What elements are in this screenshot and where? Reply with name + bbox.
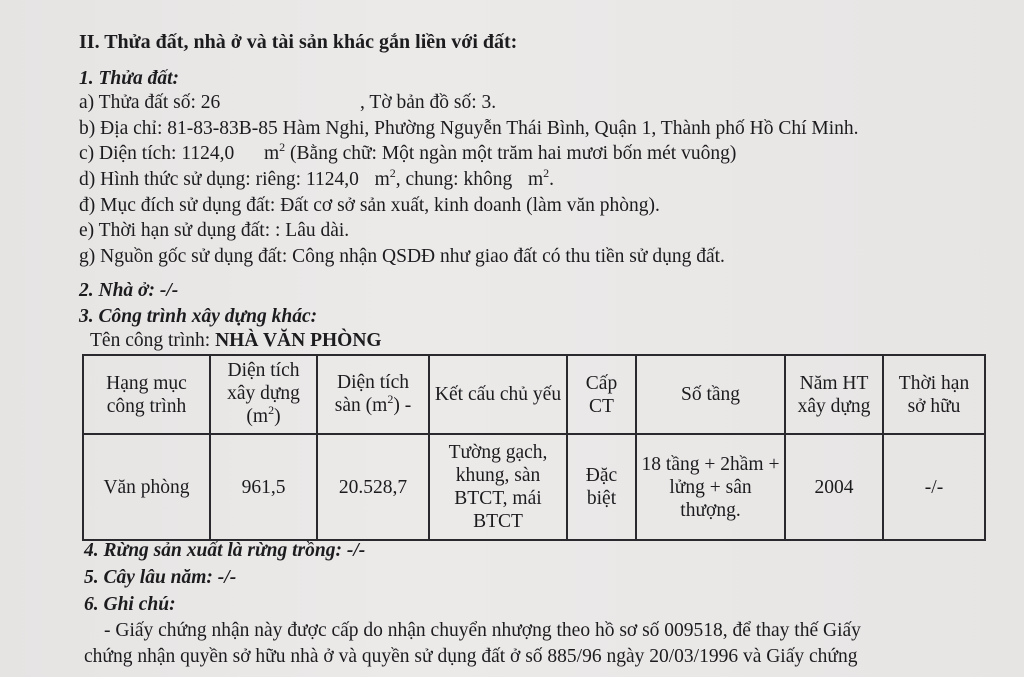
land-heading: 1. Thửa đất: (79, 68, 179, 89)
notes-heading: 6. Ghi chú: (84, 594, 176, 615)
cell-grade: Đặc biệt (567, 434, 636, 540)
use-form-sup2: 2 (543, 166, 550, 180)
land-use-form-line (79, 166, 555, 192)
house-heading: 2. Nhà ở: -/- (79, 280, 179, 301)
works-table (82, 354, 986, 541)
use-form-shared: , chung: không (395, 169, 513, 190)
use-form-label: d) Hình thức sử dụng: riêng: 1124,0 (79, 169, 359, 190)
cell-ownership-term: -/- (883, 434, 985, 540)
th-year: Năm HT xây dựng (785, 355, 883, 434)
land-address: b) Địa chỉ: 81-83-83B-85 Hàm Nghi, Phường Nguyễn Thái Bình, Quận 1, Thành phố Hồ Chí Minh. (79, 118, 859, 139)
section-title: II. Thửa đất, nhà ở và tài sản khác gắn liền với đất: (79, 31, 518, 53)
forest-heading: 4. Rừng sản xuất là rừng trồng: -/- (84, 540, 366, 561)
cell-floors: 18 tầng + 2hầm + lửng + sân thượng. (636, 434, 785, 540)
land-purpose: đ) Mục đích sử dụng đất: Đất cơ sở sản xuất, kinh doanh (làm văn phòng). (79, 195, 660, 216)
land-parcel-line (79, 92, 496, 114)
work-name-value: NHÀ VĂN PHÒNG (215, 330, 382, 351)
use-form-sup1: 2 (389, 166, 396, 180)
map-sheet: , Tờ bản đồ số: 3. (360, 92, 497, 113)
area-in-words: (Bằng chữ: Một ngàn một trăm hai mươi bốn mét vuông) (290, 143, 737, 164)
use-form-end: . (549, 169, 555, 190)
cell-structure: Tường gạch, khung, sàn BTCT, mái BTCT (429, 434, 567, 540)
th-floors: Số tầng (636, 355, 785, 434)
area-unit-sup: 2 (279, 140, 286, 154)
land-origin: g) Nguồn gốc sử dụng đất: Công nhận QSDĐ như giao đất có thu tiền sử dụng đất. (79, 246, 725, 267)
cell-year: 2004 (785, 434, 883, 540)
land-area-line (79, 140, 737, 166)
note-line-2: chứng nhận quyền sở hữu nhà ở và quyền sử dụng đất ở số 885/96 ngày 20/03/1996 và Giấy chứng (84, 646, 858, 667)
note-line-1: - Giấy chứng nhận này được cấp do nhận chuyển nhượng theo hồ sơ số 009518, để thay thế Giấy (104, 620, 861, 641)
area-unit: m (264, 143, 280, 164)
cell-category: Văn phòng (83, 434, 210, 540)
th-floor-area: Diện tích sàn $(m^2)$ - (317, 355, 429, 434)
land-term: e) Thời hạn sử dụng đất: : Lâu dài. (79, 220, 350, 241)
parcel-number: 26 (200, 92, 221, 113)
parcel-label: a) Thửa đất số: (79, 92, 196, 113)
table-row (83, 434, 985, 540)
use-form-unit1: m (374, 169, 390, 190)
perennial-trees-heading: 5. Cây lâu năm: -/- (84, 567, 237, 588)
table-header-row (83, 355, 985, 434)
th-grade: Cấp CT (567, 355, 636, 434)
area-label: c) Diện tích: 1124,0 (79, 143, 235, 164)
work-name-label: Tên công trình: (90, 330, 211, 351)
th-build-area: Diện tích xây dựng $(m^2)$ (210, 355, 317, 434)
use-form-unit2: m (527, 169, 544, 190)
other-works-heading: 3. Công trình xây dựng khác: (79, 306, 318, 327)
th-ownership-term: Thời hạn sở hữu (883, 355, 985, 434)
th-category: Hạng mục công trình (83, 355, 210, 434)
cell-build-area: 961,5 (210, 434, 317, 540)
th-structure: Kết cấu chủ yếu (429, 355, 567, 434)
cell-floor-area: 20.528,7 (317, 434, 429, 540)
work-name-line (90, 330, 382, 352)
